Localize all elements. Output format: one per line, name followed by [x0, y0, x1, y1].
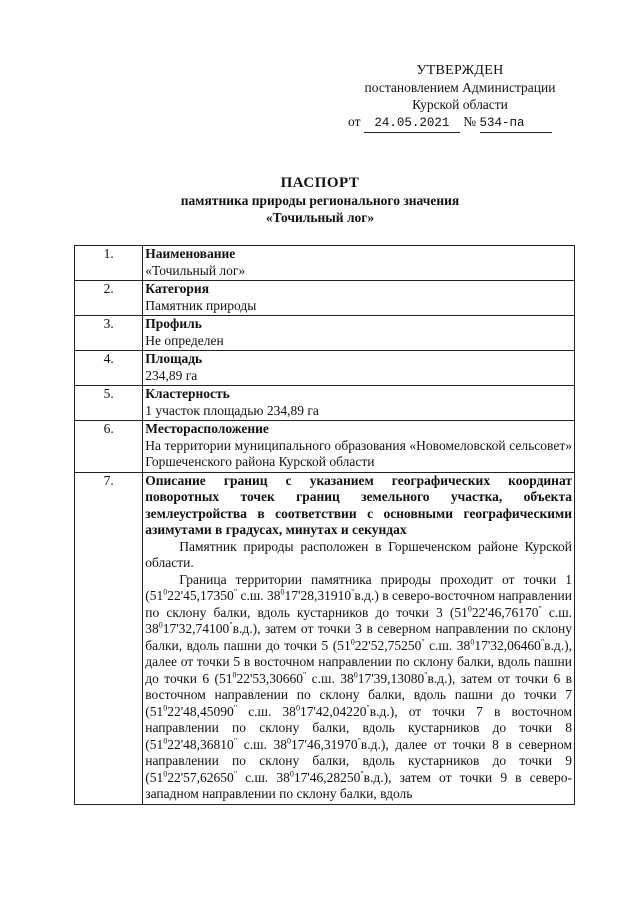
boundary-text-segment: в.д.), затем от точки 3 в северном направлении по склону балки, вдоль пашни до точки 5 (51	[145, 621, 572, 653]
seconds-mark: "	[351, 587, 355, 597]
approval-region: Курской области	[412, 97, 508, 112]
boundary-text-segment: с.ш. 38	[424, 637, 471, 653]
boundary-text-segment: 22'52,75250	[354, 637, 422, 653]
seconds-mark: "	[357, 736, 361, 745]
boundary-text-segment: в.д.), затем от точки 6 в восточном направлении по склону балки, вдоль пашни до точки 7 (51	[145, 670, 573, 719]
seconds-mark: "	[229, 620, 233, 630]
boundary-text-segment: с.ш. 38	[237, 769, 290, 785]
row-content	[143, 421, 575, 473]
degree-mark: 0	[163, 587, 168, 597]
degree-mark: 0	[467, 604, 472, 613]
boundary-intro-paragraph: Памятник природы расположен в Горшеченском районе Курской области.	[145, 538, 572, 570]
row-value: На территории муниципального образования «Новомеловской сельсовет» Горшеченского района Курской области	[145, 437, 572, 469]
degree-mark: 0	[289, 769, 294, 778]
row-value: Памятник природы	[145, 297, 257, 313]
boundary-text-segment: в.д.) в северо-восточном направлении по склону балки, вдоль кустарников до точки 3 (51	[145, 588, 572, 620]
boundary-text-segment: с.ш. 38	[306, 670, 354, 686]
row-number: 3.	[75, 316, 143, 351]
degree-mark: 0	[350, 637, 355, 646]
seconds-mark: "	[424, 670, 428, 679]
boundary-text-segment: с.ш. 38	[237, 588, 281, 603]
table-row	[75, 386, 575, 421]
title-passport: ПАСПОРТ	[280, 175, 360, 191]
degree-mark: 0	[158, 620, 163, 630]
boundary-text-segment: 17'46,28250	[293, 769, 361, 785]
row-heading: Профиль	[145, 316, 202, 331]
boundary-text-segment: Граница территории памятника природы проходит от точки 1 (51	[145, 571, 572, 603]
row-number: 1.	[75, 246, 143, 281]
table-row	[75, 472, 575, 804]
row-value: 1 участок площадью 234,89 га	[145, 402, 319, 418]
degree-mark: 0	[470, 637, 475, 646]
degree-mark: 0	[163, 703, 168, 712]
row-number: 5.	[75, 386, 143, 421]
boundary-text-segment: 17'32,06460	[474, 637, 541, 653]
degree-mark: 0	[295, 703, 300, 712]
degree-mark: 0	[232, 670, 237, 679]
boundary-text-segment: 22'57,62650	[167, 769, 234, 785]
boundary-text-segment: 17'39,13080	[357, 670, 425, 686]
seconds-mark: "	[233, 703, 238, 712]
row-heading: Наименование	[145, 246, 236, 261]
table-row	[75, 246, 575, 281]
approval-authority: постановлением Администрации	[364, 80, 556, 95]
approval-date: 24.05.2021	[364, 115, 460, 133]
seconds-mark: "	[233, 587, 238, 597]
seconds-mark: "	[360, 769, 364, 778]
row-number: 2.	[75, 281, 143, 316]
row-heading: Описание границ с указанием географических координат поворотных точек границ земельного участка, объекта землеустройства в соответствии с основными географическими азимутами в градусах, минутах и секундах	[145, 472, 572, 537]
row-value: 234,89 га	[145, 367, 198, 383]
boundary-text-segment: 17'28,31910	[284, 588, 352, 603]
row-heading: Площадь	[145, 351, 203, 366]
approval-stamp	[340, 62, 580, 133]
boundary-text-segment: 22'46,76170	[471, 604, 539, 620]
seconds-mark: "	[540, 637, 545, 646]
degree-mark: 0	[287, 736, 292, 745]
boundary-text-segment: 17'32,74100	[162, 621, 230, 636]
boundary-text-segment: 17'46,31970	[291, 736, 358, 752]
degree-mark: 0	[280, 587, 285, 597]
table-row	[75, 421, 575, 473]
row-content	[143, 386, 575, 421]
passport-table	[74, 245, 575, 805]
row-heading: Месторасположение	[145, 421, 269, 436]
boundary-text-segment: 22'48,45090	[167, 703, 234, 719]
table-row	[75, 351, 575, 386]
row-value: «Точильный лог»	[145, 262, 246, 278]
seconds-mark: "	[538, 604, 542, 613]
table-row	[75, 281, 575, 316]
boundary-text-segment: 22'48,36810	[167, 736, 234, 752]
row-content	[143, 281, 575, 316]
boundary-text-segment: 22'53,30660	[236, 670, 304, 686]
approval-title: УТВЕРЖДЕН	[416, 63, 504, 78]
number-prefix: №	[463, 114, 477, 129]
document-title	[0, 174, 640, 226]
boundary-text-segment: в.д.), затем от точки 9 в северо-западном направлении по склону балки, вдоль	[145, 769, 573, 801]
row-heading: Кластерность	[145, 386, 230, 401]
row-content	[143, 246, 575, 281]
row-content	[143, 316, 575, 351]
boundary-text-segment: в.д.), от точки 7 в восточном направлении по склону балки, вдоль кустарников до точки 8 (51	[145, 703, 572, 752]
boundary-text-segment: с.ш. 38	[237, 736, 288, 752]
row-number: 6.	[75, 421, 143, 473]
row-value: Не определен	[145, 332, 224, 348]
approval-number: 534-па	[480, 115, 552, 133]
table-row	[75, 316, 575, 351]
boundary-text-segment: с.ш. 38	[237, 703, 296, 719]
title-object-name: «Точильный лог»	[265, 210, 375, 225]
boundary-text-segment: в.д.), далее от точки 8 в северном направлении по склону балки, вдоль кустарников до точки 9 (51	[145, 736, 573, 785]
seconds-mark: "	[421, 637, 425, 646]
boundary-text-segment: в.д.), далее от точки 5 в восточном направлении по склону балки, вдоль пашни до точки 6 (51	[145, 637, 573, 686]
title-subtitle: памятника природы регионального значения	[180, 193, 460, 208]
seconds-mark: "	[303, 670, 307, 679]
seconds-mark: "	[233, 736, 238, 745]
row-number: 7.	[75, 472, 143, 804]
boundary-text-segment: с.ш. 38	[145, 604, 572, 636]
degree-mark: 0	[163, 769, 168, 778]
boundary-text-segment: 22'45,17350	[167, 588, 234, 603]
degree-mark: 0	[353, 670, 358, 679]
row-number: 4.	[75, 351, 143, 386]
seconds-mark: "	[366, 703, 370, 712]
date-prefix: от	[348, 114, 361, 129]
approval-date-line	[340, 113, 580, 133]
row-heading: Категория	[145, 281, 210, 296]
boundary-text-segment: 17'42,04220	[299, 703, 367, 719]
degree-mark: 0	[163, 736, 168, 745]
seconds-mark: "	[233, 769, 238, 778]
row-content	[143, 472, 575, 804]
boundary-description-paragraph	[145, 572, 572, 803]
row-content	[143, 351, 575, 386]
